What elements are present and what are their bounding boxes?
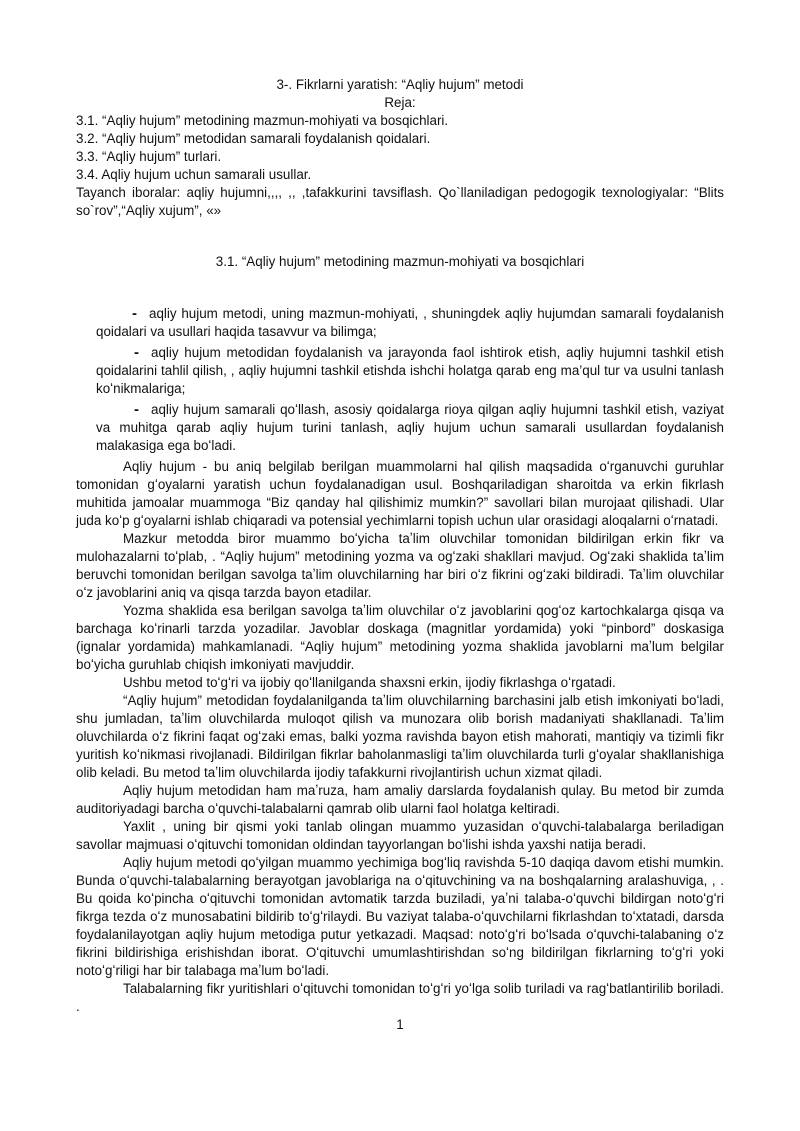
- plan-item: 3.3. “Aqliy hujum” turlari.: [76, 149, 222, 164]
- body-paragraph: Ushbu metod toʻgʻri va ijobiy qoʻllanilganda shaxsni erkin, ijodiy fikrlashga oʻrgatadi.: [123, 674, 616, 690]
- body-paragraph: “Aqliy hujum” metodidan foydalanilganda taʼlim oluvchilarning barchasini jalb etish imkoniyati boʻladi, shu jumladan, taʼlim oluvchilarda muloqot qilish va munozara olib borish madaniyati shakllanadi. Taʼlim oluvchilarda oʻz fikrini faqat ogʻzaki emas, balki yozma ravishda bayon etish mahorati, mantiqiy va tizimli fikr yuritish koʻnikmasi rivojlanadi. Bildirilgan fikrlar baholanmasligi taʼlim oluvchilarda turli gʻoyalar shakllanishiga olib keladi. Bu metod taʼlim oluvchilarda ijodiy tafakkurni rivojlantirish uchun xizmat qiladi.: [76, 692, 724, 780]
- body-paragraph: Aqliy hujum metodidan ham maʼruza, ham amaliy darslarda foydalanish qulay. Bu metod bir zumda auditoriyadagi barcha oʻquvchi-talabalarni qamrab olib ularni faol holatga keltiradi.: [76, 782, 724, 816]
- bullet-text: aqliy hujum metodidan foydalanish va jarayonda faol ishtirok etish, aqliy hujumni tashkil etish qoidalarini tahlil qilish, , aqliy hujumni tashkil etishda ishchi holatga qarab eng ma’qul tur va usulni tanlash koʻnikmalariga;: [96, 344, 724, 396]
- plan-label: Reja:: [384, 95, 416, 110]
- document-title: 3-. Fikrlarni yaratish: “Aqliy hujum” metodi: [276, 77, 524, 92]
- dash-bullet-icon: -: [134, 343, 139, 361]
- plan-item: 3.1. “Aqliy hujum” metodining mazmun-mohiyati va bosqichlari.: [76, 113, 449, 128]
- bullet-item: [76, 344, 724, 398]
- body-text: [76, 458, 724, 1016]
- body-paragraph: Talabalarning fikr yuritishlari oʻqituvchi tomonidan toʻgʻri yoʻlga solib turiladi va ragʻbatlantirilib boriladi. .: [76, 980, 724, 1014]
- plan-list: [76, 112, 724, 184]
- bullet-text: aqliy hujum samarali qoʻllash, asosiy qoidalarga rioya qilgan aqliy hujumni tashkil etish, vaziyat va muhitga qarab aqliy hujum turini tanlash, aqliy hujum uchun samarali usullardan foydalanish malakasiga ega boʻladi.: [96, 401, 724, 453]
- body-paragraph: Yaxlit , uning bir qismi yoki tanlab olingan muammo yuzasidan oʻquvchi-talabalarga beriladigan savollar majmuasi oʻqituvchi tomonidan oldindan tayyorlangan boʻlishi ishda yaxshi natija beradi.: [76, 818, 724, 852]
- dash-bullet-icon: -: [134, 400, 139, 418]
- bullet-item: [76, 401, 724, 455]
- body-paragraph: Aqliy hujum metodi qoʻyilgan muammo yechimiga bogʻliq ravishda 5-10 daqiqa davom etishi mumkin. Bunda oʻquvchi-talabalarning berayotgan javoblariga na oʻqituvchining va na boshqalarning aralashuviga, , . Bu qoida koʻpincha oʻqituvchi tomonidan avtomatik tarzda buziladi, yaʼni talaba-oʻquvchi bildirgan notoʻgʻri fikrga tezda oʻz munosabatini bildirib toʻgʻrilaydi. Bu vaziyat talaba-oʻquvchilarni fikrlashdan toʻxtatadi, darsda foydalanilayotgan aqliy hujum metodiga putur yetkazadi. Maqsad: notoʻgʻri boʻlsada oʻquvchi-talabaning oʻz fikrini bildirishiga erishishdan iborat. Oʻqituvchi umumlashtirishdan soʻng bildirilgan fikrlarning toʻgʻri yoki notoʻgʻriligi har bir talabaga maʼlum boʻladi.: [76, 854, 724, 978]
- plan-item: 3.2. “Aqliy hujum” metodidan samarali foydalanish qoidalari.: [76, 131, 431, 146]
- document-page: [76, 76, 724, 1016]
- keywords-paragraph: Tayanch iboralar: aqliy hujumni,,,, ,, ,tafakkurini tavsiflash. Qo`llaniladigan pedogogik texnologiyalar: “Blits so`rov”,“Aqliy xujum”, «»: [76, 185, 724, 218]
- page-number: 1: [396, 1017, 404, 1032]
- section-heading: 3.1. “Aqliy hujum” metodining mazmun-mohiyati va bosqichlari: [215, 254, 585, 270]
- body-paragraph: Aqliy hujum - bu aniq belgilab berilgan muammolarni hal qilish maqsadida oʻrganuvchi guruhlar tomonidan gʻoyalarni yaratish uchun foydalanadigan usul. Boshqariladigan sharoitda va erkin fikrlash muhitida jamoalar muammoga “Biz qanday hal qilishimiz mumkin?” savollari bilan murojaat qilishadi. Ular juda koʻp gʻoyalarni ishlab chiqaradi va potensial yechimlarni topish uchun ular orasidagi aloqalarni oʻrnatadi.: [76, 458, 724, 528]
- body-paragraph: Mazkur metodda biror muammo boʻyicha taʼlim oluvchilar tomonidan bildirilgan erkin fikr va mulohazalarni toʻplab, . “Aqliy hujum” metodining yozma va ogʻzaki shakllari mavjud. Ogʻzaki shaklida taʼlim beruvchi tomonidan berilgan savolga taʼlim oluvchilarning har biri oʻz fikrini ogʻzaki bildiradi. Taʼlim oluvchilar oʻz javoblarini aniq va qisqa tarzda bayon etadilar.: [76, 530, 724, 600]
- dash-bullet-icon: -: [132, 304, 137, 322]
- bullet-item: [76, 305, 724, 341]
- bullet-list: [76, 305, 724, 455]
- plan-item: 3.4. Aqliy hujum uchun samarali usullar.: [76, 167, 312, 182]
- body-paragraph: Yozma shaklida esa berilgan savolga taʼlim oluvchilar oʻz javoblarini qogʻoz kartochkalarga qisqa va barchaga koʻrinarli tarzda yozadilar. Javoblar doskaga (magnitlar yordamida) yoki “pinbord” doskasiga (ignalar yordamida) mahkamlanadi. “Aqliy hujum” metodining yozma shaklida javoblarni maʼlum belgilar boʻyicha guruhlab chiqish imkoniyati mavjuddir.: [76, 602, 724, 672]
- bullet-text: aqliy hujum metodi, uning mazmun-mohiyati, , shuningdek aqliy hujumdan samarali foydalanish qoidalari va usullari haqida tasavvur va bilimga;: [96, 305, 724, 339]
